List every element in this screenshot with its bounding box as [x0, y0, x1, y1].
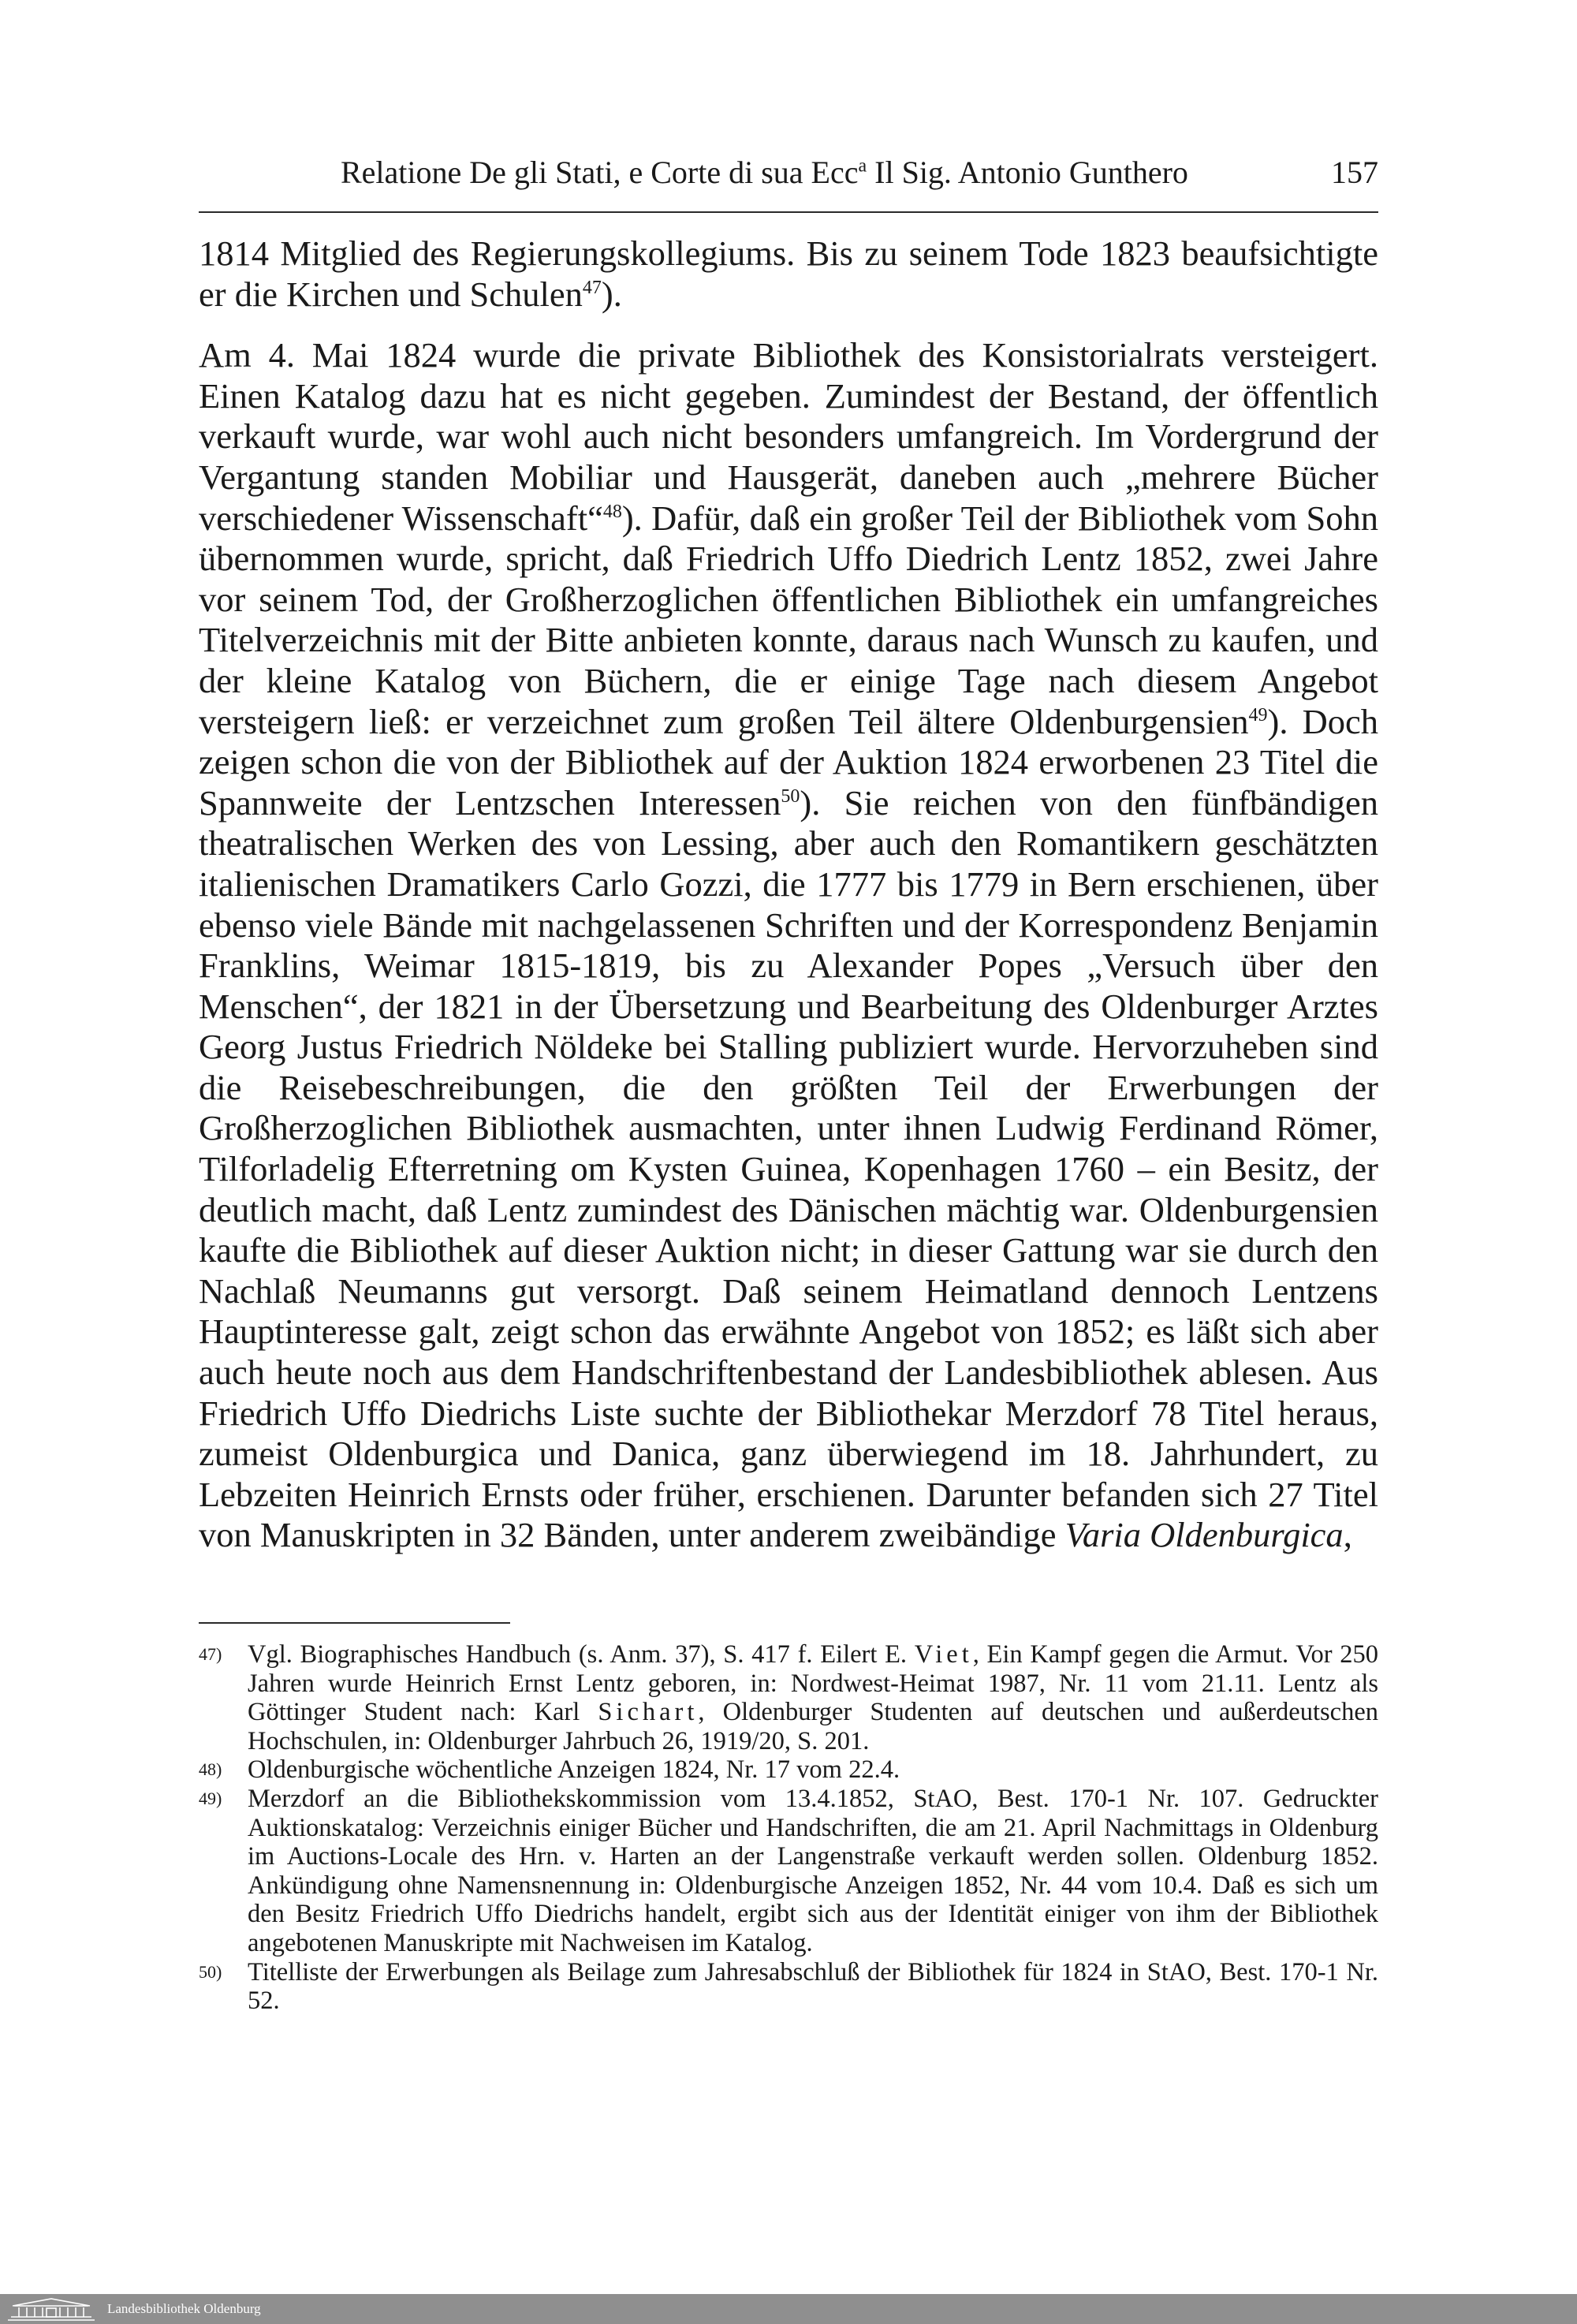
paragraph-2-text-b: ). Dafür, daß ein großer Teil der Bibliothek vom Sohn übernommen wurde, spricht, daß Friedrich Uffo Diedrich Lentz 1852, zwei Jahre vor seinem Tod, der Großherzoglichen öffentlichen Bibliothek ein umfangreiches Titelverzeichnis mit der Bitte anbieten konnte, daraus nach Wunsch zu kaufen, und der kleine Katalog von Büchern, die er einige Tage nach diesem Angebot versteigern ließ: er verzeichnet zum großen Teil ältere Oldenburgensien — [199, 498, 1378, 741]
main-text — [199, 233, 1378, 1556]
footnote-ref-48: 48 — [602, 501, 622, 522]
footnote-ref-50: 50 — [781, 785, 800, 807]
paragraph-2-end: , — [1343, 1515, 1352, 1555]
footnote-mark: 48) — [199, 1759, 222, 1780]
running-title-superscript: a — [858, 155, 867, 177]
footnote-mark: 47) — [199, 1644, 222, 1664]
paragraph-1-text: 1814 Mitglied des Regierungskollegiums. Bis zu seinem Tode 1823 beaufsichtigte er die Kirchen und Schulen — [199, 233, 1378, 314]
running-title-rest: Il Sig. Antonio Gunthero — [867, 155, 1188, 190]
footnote-47 — [199, 1640, 1378, 1755]
footnote-text: Vgl. Biographisches Handbuch (s. Anm. 37), S. 417 f. Eilert E. — [248, 1640, 915, 1669]
footer-bar — [0, 2294, 1577, 2324]
footnote-ref-49: 49 — [1248, 704, 1268, 726]
footnote-text: Merzdorf an die Bibliothekskommission vom 13.4.1852, StAO, Best. 170-1 Nr. 107. Gedruckter Auktionskatalog: Verzeichnis einiger Bücher und Handschriften, die am 21. April Nachmittags in Oldenburg im Auctions-Locale des Hrn. v. Harten an der Langenstraße verkauft werden sollen. Oldenburg 1852. Ankündigung ohne Namensnennung in: Oldenburgische Anzeigen 1852, Nr. 44 vom 10.4. Daß es sich um den Besitz Friedrich Uffo Diedrichs handelt, ergibt sich aus der Identität einiger von ihm der Bibliothek angebotenen Manuskripte mit Nachweisen im Katalog. — [248, 1784, 1378, 1957]
paragraph-2-text-c: ). Doch zeigen schon die von der Bibliothek auf der Auktion 1824 erworbenen 23 Titel die Spannweite der Lentzschen Interessen — [199, 701, 1378, 823]
paragraph-1 — [199, 233, 1378, 315]
footnotes — [199, 1640, 1378, 2016]
footnote-mark: 50) — [199, 1961, 222, 1982]
footnote-48 — [199, 1755, 1378, 1785]
paragraph-2 — [199, 335, 1378, 1556]
running-title-main: Relatione De gli Stati, e Corte di sua Ecc — [341, 155, 859, 190]
page-number: 157 — [1331, 155, 1378, 190]
footnote-50 — [199, 1958, 1378, 2016]
paragraph-2-italic-title: Varia Oldenburgica — [1064, 1515, 1344, 1555]
paragraph-2-text-d: ). Sie reichen von den fünfbändigen theatralischen Werken des von Lessing, aber auch den Romantikern geschätzten italienischen Dramatikers Carlo Gozzi, die 1777 bis 1779 in Bern erschienen, über ebenso viele Bände mit nachgelassenen Schriften und der Korrespondenz Benjamin Franklins, Weimar 1815-1819, bis zu Alexander Popes „Versuch über den Menschen“, der 1821 in der Übersetzung und Bearbeitung des Oldenburger Arztes Georg Justus Friedrich Nöldeke bei Stalling publiziert wurde. Hervorzuheben sind die Reisebeschreibungen, die den größten Teil der Erwerbungen der Großherzoglichen Bibliothek ausmachten, unter ihnen Ludwig Ferdinand Römer, Tilforladelig Efterretning om Kysten Guinea, Kopenhagen 1760 – ein Besitz, der deutlich macht, daß Lentz zumindest des Dänischen mächtig war. Oldenburgensien kaufte die Bibliothek auf dieser Auktion nicht; in dieser Gattung war sie durch den Nachlaß Neumanns gut versorgt. Daß seinem Heimatland dennoch Lentzens Hauptinteresse galt, zeigt schon das erwähnte Angebot von 1852; es läßt sich aber auch heute noch aus dem Handschriftenbestand der Landesbibliothek ablesen. Aus Friedrich Uffo Diedrichs Liste suchte der Bibliothekar Merzdorf 78 Titel heraus, zumeist Oldenburgica und Danica, ganz überwiegend im 18. Jahrhundert, zu Lebzeiten Heinrich Ernsts oder früher, erschienen. Darunter befanden sich 27 Titel von Manuskripten in 32 Bänden, unter anderem zweibändige — [199, 782, 1378, 1555]
running-title — [341, 153, 1188, 192]
footnote-text: , Ein Kampf gegen die Armut. Vor 250 Jahren wurde Heinrich Ernst Lentz geboren, in: Nordwest-Heimat 1987, Nr. 11 vom 21.11. Lentz als Göttinger Student nach: Karl — [248, 1640, 1379, 1727]
running-header — [199, 153, 1378, 192]
paragraph-2-text-a: Am 4. Mai 1824 wurde die private Bibliothek des Konsistorialrats versteigert. Einen Katalog dazu hat es nicht gegeben. Zumindest der Bestand, der öffentlich verkauft wurde, war wohl auch nicht besonders umfangreich. Im Vordergrund der Vergantung standen Mobiliar und Hausgerät, daneben auch „mehrere Bücher verschiedener Wissenschaft“ — [199, 335, 1378, 538]
library-building-icon — [5, 2296, 98, 2322]
footnote-text: Oldenburgische wöchentliche Anzeigen 1824, Nr. 17 vom 22.4. — [248, 1755, 900, 1785]
footnote-49 — [199, 1785, 1378, 1958]
footnote-text: Titelliste der Erwerbungen als Beilage zum Jahresabschluß der Bibliothek für 1824 in StAO, Best. 170-1 Nr. 52. — [248, 1957, 1378, 2016]
footnote-rule — [199, 1622, 510, 1624]
footer-library-label: Landesbibliothek Oldenburg — [107, 2301, 261, 2316]
paragraph-1-end: ). — [601, 274, 622, 314]
footnote-author-spaced: Viet — [914, 1640, 973, 1669]
footnote-ref-47: 47 — [582, 277, 602, 298]
footnote-author-spaced: Sichart — [598, 1698, 699, 1727]
footnote-text: , Oldenburger Studenten auf deutschen und außerdeutschen Hochschulen, in: Oldenburger Jahrbuch 26, 1919/20, S. 201. — [248, 1698, 1379, 1755]
header-rule — [199, 211, 1378, 213]
footnote-mark: 49) — [199, 1788, 222, 1808]
